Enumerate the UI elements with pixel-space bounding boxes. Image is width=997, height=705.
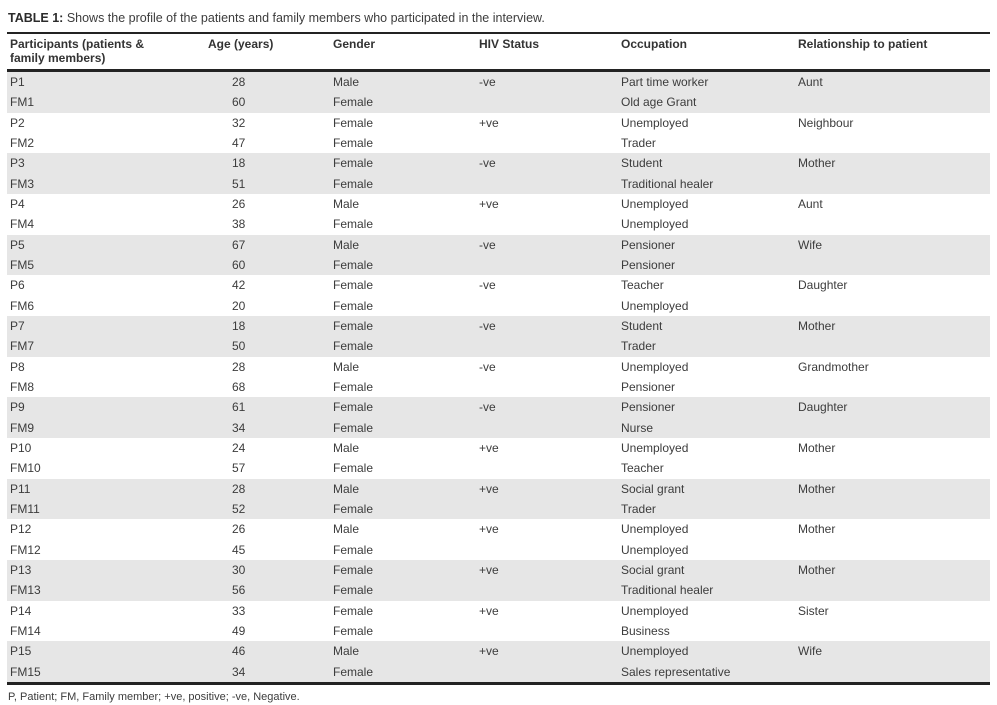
column-header-relationship: Relationship to patient xyxy=(798,37,928,51)
gender: Female xyxy=(333,156,374,171)
gender: Female xyxy=(333,95,374,110)
age: 38 xyxy=(232,217,246,232)
participant-id: P5 xyxy=(10,237,25,252)
patient-row xyxy=(7,601,990,621)
participant-id: FM15 xyxy=(10,664,41,679)
age: 18 xyxy=(232,156,246,171)
gender: Female xyxy=(333,583,374,598)
age: 28 xyxy=(232,359,246,374)
participant-id: P13 xyxy=(10,563,32,578)
age: 67 xyxy=(232,237,246,252)
gender: Female xyxy=(333,664,374,679)
age: 61 xyxy=(232,400,246,415)
participant-id: P14 xyxy=(10,603,32,618)
participant-id: FM13 xyxy=(10,583,41,598)
patient-row xyxy=(7,275,990,295)
hiv-status: +ve xyxy=(479,197,499,212)
age: 42 xyxy=(232,278,246,293)
occupation: Pensioner xyxy=(621,380,676,395)
hiv-status: -ve xyxy=(479,400,496,415)
table-body xyxy=(7,72,990,682)
participant-id: FM6 xyxy=(10,298,34,313)
gender: Male xyxy=(333,197,360,212)
age: 47 xyxy=(232,136,246,151)
relationship: Wife xyxy=(798,644,822,659)
participant-id: FM5 xyxy=(10,258,34,273)
age: 68 xyxy=(232,380,246,395)
participant-id: P15 xyxy=(10,644,32,659)
participant-id: FM11 xyxy=(10,502,40,517)
age: 28 xyxy=(232,75,246,90)
table-header-row xyxy=(7,34,990,72)
family-member-row xyxy=(7,499,990,519)
occupation: Unemployed xyxy=(621,298,689,313)
participant-id: FM2 xyxy=(10,136,34,151)
family-member-row xyxy=(7,540,990,560)
patient-row xyxy=(7,438,990,458)
participant-pair xyxy=(7,275,990,316)
participant-id: FM7 xyxy=(10,339,34,354)
column-header-participants: Participants (patients & family members) xyxy=(10,37,145,65)
family-member-row xyxy=(7,621,990,641)
relationship: Aunt xyxy=(798,75,823,90)
age: 60 xyxy=(232,95,246,110)
gender: Male xyxy=(333,644,360,659)
occupation: Pensioner xyxy=(621,258,676,273)
age: 18 xyxy=(232,319,246,334)
occupation: Trader xyxy=(621,136,656,151)
gender: Male xyxy=(333,237,360,252)
age: 51 xyxy=(232,176,246,191)
family-member-row xyxy=(7,296,990,316)
gender: Female xyxy=(333,461,374,476)
age: 28 xyxy=(232,481,246,496)
family-member-row xyxy=(7,336,990,356)
family-member-row xyxy=(7,418,990,438)
relationship: Mother xyxy=(798,441,836,456)
age: 34 xyxy=(232,664,246,679)
hiv-status: -ve xyxy=(479,319,496,334)
occupation: Unemployed xyxy=(621,603,689,618)
column-header-age: Age (years) xyxy=(208,37,274,51)
patient-row xyxy=(7,235,990,255)
participant-pair xyxy=(7,113,990,154)
column-header-hiv-status: HIV Status xyxy=(479,37,540,51)
age: 46 xyxy=(232,644,246,659)
relationship: Wife xyxy=(798,237,822,252)
occupation: Traditional healer xyxy=(621,583,714,598)
gender: Female xyxy=(333,542,374,557)
occupation: Social grant xyxy=(621,563,685,578)
gender: Female xyxy=(333,502,374,517)
participant-pair xyxy=(7,560,990,601)
patient-row xyxy=(7,641,990,661)
patient-row xyxy=(7,357,990,377)
relationship: Grandmother xyxy=(798,359,869,374)
gender: Female xyxy=(333,400,374,415)
column-header-occupation: Occupation xyxy=(621,37,688,51)
age: 30 xyxy=(232,563,246,578)
hiv-status: +ve xyxy=(479,481,499,496)
family-member-row xyxy=(7,580,990,600)
participant-id: FM9 xyxy=(10,420,34,435)
relationship: Mother xyxy=(798,156,836,171)
participant-pair xyxy=(7,479,990,520)
age: 20 xyxy=(232,298,246,313)
age: 52 xyxy=(232,502,246,517)
occupation: Unemployed xyxy=(621,197,689,212)
participant-id: FM8 xyxy=(10,380,34,395)
hiv-status: +ve xyxy=(479,644,499,659)
table-title xyxy=(7,11,990,34)
gender: Female xyxy=(333,624,374,639)
participant-id: P8 xyxy=(10,359,25,374)
gender: Female xyxy=(333,258,374,273)
hiv-status: +ve xyxy=(479,563,499,578)
participant-pair xyxy=(7,438,990,479)
occupation: Nurse xyxy=(621,420,654,435)
hiv-status: +ve xyxy=(479,603,499,618)
age: 57 xyxy=(232,461,246,476)
patient-row xyxy=(7,397,990,417)
age: 50 xyxy=(232,339,246,354)
gender: Female xyxy=(333,319,374,334)
occupation: Unemployed xyxy=(621,441,689,456)
family-member-row xyxy=(7,133,990,153)
gender: Female xyxy=(333,136,374,151)
participant-id: FM4 xyxy=(10,217,34,232)
age: 45 xyxy=(232,542,246,557)
patient-row xyxy=(7,479,990,499)
gender: Female xyxy=(333,217,374,232)
relationship: Aunt xyxy=(798,197,823,212)
patient-row xyxy=(7,560,990,580)
gender: Male xyxy=(333,359,360,374)
participant-id: P4 xyxy=(10,197,25,212)
participant-id: P7 xyxy=(10,319,25,334)
patient-row xyxy=(7,519,990,539)
occupation: Teacher xyxy=(621,278,664,293)
gender: Female xyxy=(333,563,374,578)
family-member-row xyxy=(7,458,990,478)
age: 60 xyxy=(232,258,246,273)
occupation: Traditional healer xyxy=(621,176,714,191)
occupation: Social grant xyxy=(621,481,685,496)
participant-id: FM10 xyxy=(10,461,41,476)
relationship: Mother xyxy=(798,319,836,334)
patient-row xyxy=(7,194,990,214)
gender: Female xyxy=(333,603,374,618)
participant-id: P11 xyxy=(10,481,31,496)
relationship: Daughter xyxy=(798,278,848,293)
occupation: Unemployed xyxy=(621,644,689,659)
participant-id: P12 xyxy=(10,522,32,537)
patient-row xyxy=(7,72,990,92)
hiv-status: +ve xyxy=(479,441,499,456)
occupation: Old age Grant xyxy=(621,95,697,110)
gender: Male xyxy=(333,481,360,496)
patient-row xyxy=(7,113,990,133)
participant-id: FM3 xyxy=(10,176,34,191)
gender: Female xyxy=(333,278,374,293)
relationship: Sister xyxy=(798,603,829,618)
participant-pair xyxy=(7,153,990,194)
age: 24 xyxy=(232,441,246,456)
participant-id: P3 xyxy=(10,156,25,171)
participant-id: P2 xyxy=(10,115,25,130)
participant-id: FM14 xyxy=(10,624,41,639)
family-member-row xyxy=(7,377,990,397)
table-footnote: P, Patient; FM, Family member; +ve, positive; -ve, Negative. xyxy=(8,690,300,703)
hiv-status: +ve xyxy=(479,115,499,130)
participant-pair xyxy=(7,194,990,235)
gender: Female xyxy=(333,420,374,435)
gender: Female xyxy=(333,115,374,130)
participant-id: FM12 xyxy=(10,542,41,557)
relationship: Neighbour xyxy=(798,115,854,130)
occupation: Sales representative xyxy=(621,664,731,679)
participant-id: P6 xyxy=(10,278,25,293)
table-title-text: Shows the profile of the patients and family members who participated in the interview. xyxy=(66,11,545,25)
occupation: Part time worker xyxy=(621,75,709,90)
gender: Female xyxy=(333,380,374,395)
occupation: Unemployed xyxy=(621,522,689,537)
occupation: Unemployed xyxy=(621,115,689,130)
occupation: Unemployed xyxy=(621,542,689,557)
participant-id: P1 xyxy=(10,75,25,90)
relationship: Mother xyxy=(798,563,836,578)
family-member-row xyxy=(7,214,990,234)
age: 34 xyxy=(232,420,246,435)
age: 32 xyxy=(232,115,246,130)
table-title-label: TABLE 1: xyxy=(8,11,64,25)
gender: Male xyxy=(333,522,360,537)
occupation: Trader xyxy=(621,339,656,354)
gender: Male xyxy=(333,75,360,90)
occupation: Trader xyxy=(621,502,656,517)
occupation: Business xyxy=(621,624,670,639)
hiv-status: +ve xyxy=(479,522,499,537)
participant-pair xyxy=(7,641,990,682)
participant-pair xyxy=(7,519,990,560)
occupation: Teacher xyxy=(621,461,664,476)
occupation: Pensioner xyxy=(621,400,676,415)
participants-table xyxy=(7,34,990,685)
age: 33 xyxy=(232,603,246,618)
family-member-row xyxy=(7,662,990,682)
relationship: Daughter xyxy=(798,400,848,415)
age: 49 xyxy=(232,624,246,639)
gender: Male xyxy=(333,441,360,456)
family-member-row xyxy=(7,92,990,112)
occupation: Unemployed xyxy=(621,217,689,232)
relationship: Mother xyxy=(798,481,836,496)
hiv-status: -ve xyxy=(479,156,496,171)
family-member-row xyxy=(7,174,990,194)
gender: Female xyxy=(333,176,374,191)
gender: Female xyxy=(333,298,374,313)
participant-id: P10 xyxy=(10,441,32,456)
hiv-status: -ve xyxy=(479,278,496,293)
patient-row xyxy=(7,153,990,173)
participant-id: P9 xyxy=(10,400,25,415)
age: 26 xyxy=(232,522,246,537)
participant-id: FM1 xyxy=(10,95,34,110)
participant-pair xyxy=(7,235,990,276)
participant-pair xyxy=(7,601,990,642)
occupation: Unemployed xyxy=(621,359,689,374)
column-header-gender: Gender xyxy=(333,37,376,51)
age: 56 xyxy=(232,583,246,598)
age: 26 xyxy=(232,197,246,212)
participant-pair xyxy=(7,357,990,398)
participant-pair xyxy=(7,397,990,438)
family-member-row xyxy=(7,255,990,275)
occupation: Student xyxy=(621,156,663,171)
relationship: Mother xyxy=(798,522,836,537)
hiv-status: -ve xyxy=(479,237,496,252)
occupation: Pensioner xyxy=(621,237,676,252)
hiv-status: -ve xyxy=(479,359,496,374)
participant-pair xyxy=(7,316,990,357)
hiv-status: -ve xyxy=(479,75,496,90)
participant-pair xyxy=(7,72,990,113)
occupation: Student xyxy=(621,319,663,334)
gender: Female xyxy=(333,339,374,354)
patient-row xyxy=(7,316,990,336)
